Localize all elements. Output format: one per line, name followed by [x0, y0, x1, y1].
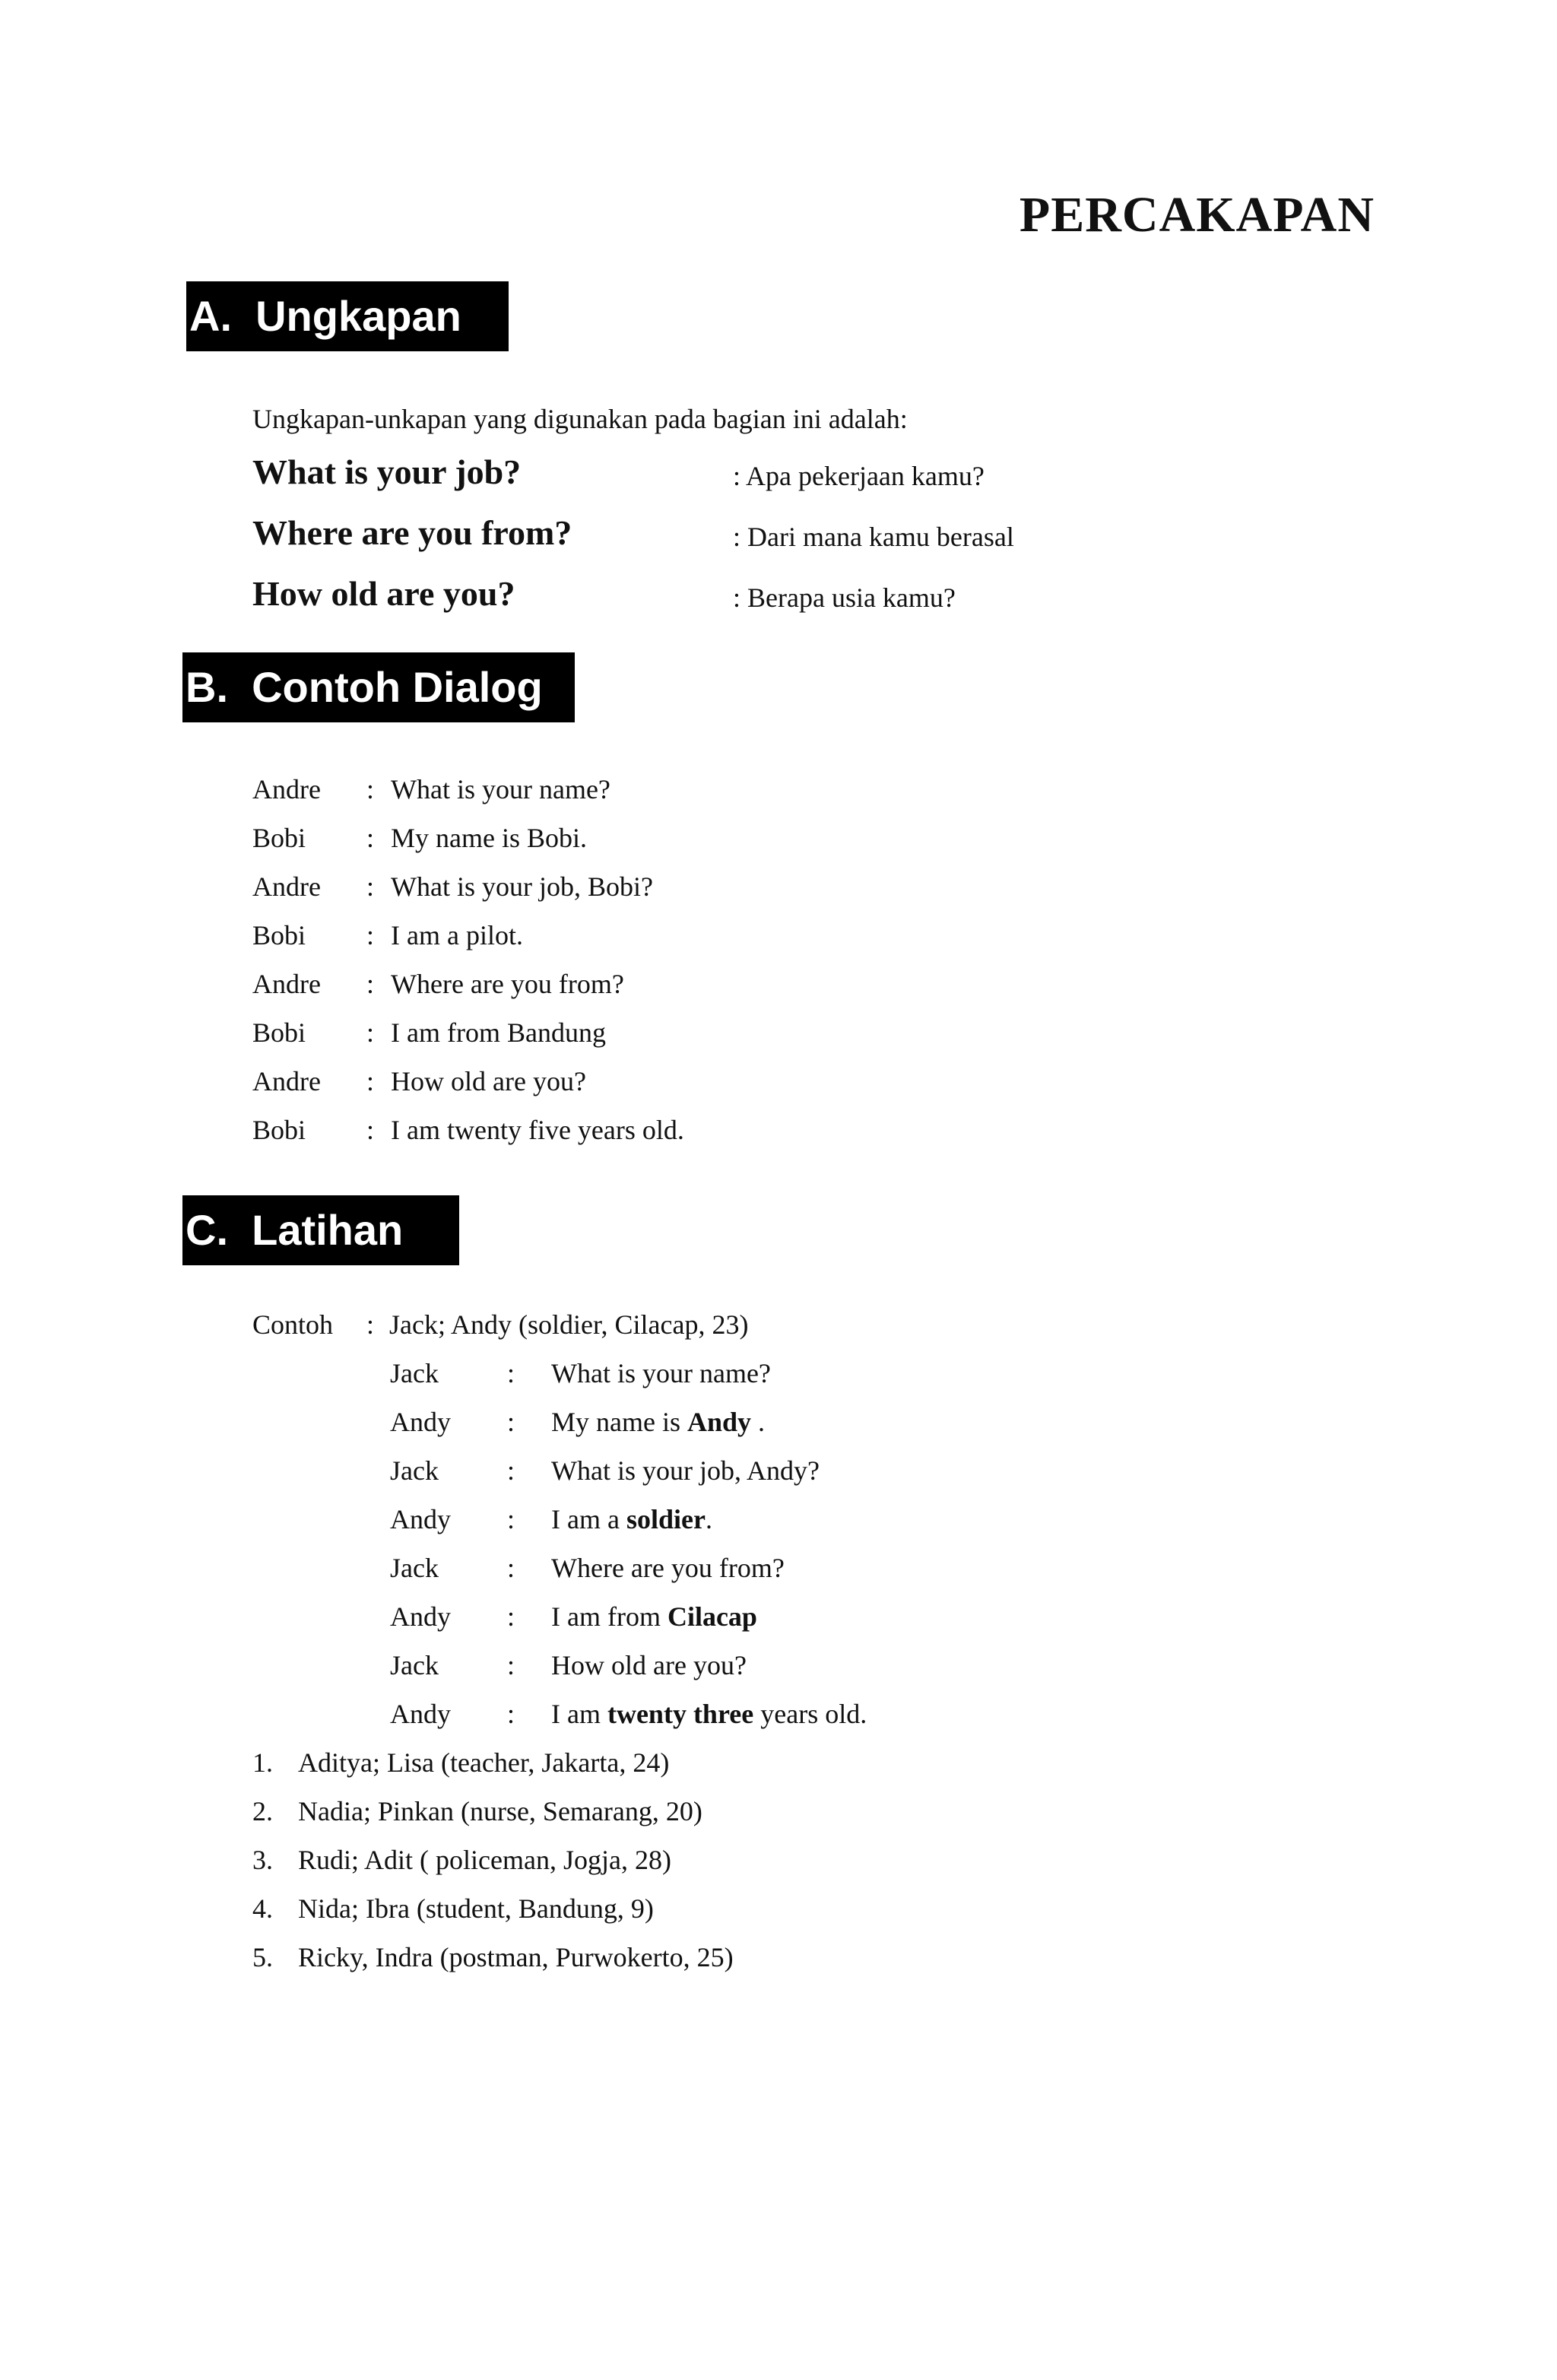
exercise-number: 2.	[252, 1796, 273, 1826]
dialog-speaker: Bobi	[252, 1017, 306, 1048]
exercise-text: Ricky, Indra (postman, Purwokerto, 25)	[298, 1942, 734, 1972]
expression-translation: : Apa pekerjaan kamu?	[733, 461, 985, 491]
text-post: years old.	[753, 1699, 867, 1729]
text-post: .	[705, 1504, 712, 1534]
dialog-colon: :	[366, 871, 375, 902]
dialog-colon: :	[507, 1553, 515, 1583]
example-colon: :	[366, 1309, 375, 1340]
dialog-colon: :	[507, 1650, 515, 1680]
dialog-text: What is your name?	[391, 774, 610, 804]
dialog-speaker: Jack	[390, 1650, 439, 1680]
dialog-text: How old are you?	[391, 1066, 586, 1096]
dialog-text: What is your job, Andy?	[551, 1455, 820, 1486]
text-bold: soldier	[626, 1504, 706, 1534]
dialog-text: What is your name?	[551, 1358, 771, 1388]
dialog-colon: :	[507, 1358, 515, 1388]
dialog-colon: :	[507, 1504, 515, 1534]
expression-translation: : Berapa usia kamu?	[733, 582, 956, 613]
exercise-number: 4.	[252, 1893, 273, 1924]
dialog-speaker: Jack	[390, 1358, 439, 1388]
text-bold: Cilacap	[667, 1601, 757, 1632]
dialog-colon: :	[366, 1017, 375, 1048]
dialog-text	[551, 1594, 757, 1639]
dialog-text	[551, 1496, 712, 1542]
exercise-text: Rudi; Adit ( policeman, Jogja, 28)	[298, 1845, 671, 1875]
section-c-header: C. Latihan	[182, 1195, 459, 1265]
dialog-colon: :	[366, 774, 375, 804]
dialog-speaker: Andy	[390, 1699, 451, 1729]
dialog-speaker: Andre	[252, 871, 321, 902]
dialog-text	[551, 1399, 765, 1445]
exercise-text: Nida; Ibra (student, Bandung, 9)	[298, 1893, 654, 1924]
dialog-speaker: Bobi	[252, 823, 306, 853]
exercise-number: 5.	[252, 1942, 273, 1972]
dialog-text: I am twenty five years old.	[391, 1115, 684, 1145]
text-post: .	[751, 1407, 766, 1437]
dialog-text: Where are you from?	[391, 969, 624, 999]
dialog-speaker: Jack	[390, 1553, 439, 1583]
dialog-speaker: Andy	[390, 1504, 451, 1534]
page-title: PERCAKAPAN	[1019, 187, 1375, 243]
dialog-text: Where are you from?	[551, 1553, 785, 1583]
dialog-speaker: Andre	[252, 969, 321, 999]
dialog-speaker: Andre	[252, 1066, 321, 1096]
dialog-text: What is your job, Bobi?	[391, 871, 653, 902]
dialog-colon: :	[507, 1699, 515, 1729]
dialog-colon: :	[366, 1066, 375, 1096]
expression-translation: : Dari mana kamu berasal	[733, 522, 1014, 552]
dialog-text: I am a pilot.	[391, 920, 523, 950]
text-bold: twenty three	[607, 1699, 754, 1729]
exercise-text: Nadia; Pinkan (nurse, Semarang, 20)	[298, 1796, 702, 1826]
dialog-colon: :	[507, 1407, 515, 1437]
dialog-colon: :	[366, 920, 375, 950]
dialog-colon: :	[507, 1601, 515, 1632]
expression-english: What is your job?	[252, 452, 522, 491]
text-pre: I am	[551, 1699, 607, 1729]
section-b-header: B. Contoh Dialog	[182, 652, 575, 722]
dialog-colon: :	[366, 823, 375, 853]
dialog-speaker: Bobi	[252, 1115, 306, 1145]
text-bold: Andy	[687, 1407, 752, 1437]
dialog-text: My name is Bobi.	[391, 823, 587, 853]
text-pre: My name is	[551, 1407, 687, 1437]
exercise-number: 1.	[252, 1747, 273, 1778]
section-a-header: A. Ungkapan	[186, 281, 509, 351]
dialog-text	[551, 1691, 867, 1737]
dialog-colon: :	[366, 969, 375, 999]
dialog-speaker: Jack	[390, 1455, 439, 1486]
dialog-speaker: Andy	[390, 1407, 451, 1437]
example-label: Contoh	[252, 1309, 334, 1340]
section-a-intro: Ungkapan-unkapan yang digunakan pada bagian ini adalah:	[252, 404, 908, 434]
dialog-speaker: Bobi	[252, 920, 306, 950]
dialog-text: I am from Bandung	[391, 1017, 606, 1048]
dialog-speaker: Andy	[390, 1601, 451, 1632]
dialog-colon: :	[366, 1115, 375, 1145]
expression-english: How old are you?	[252, 574, 515, 613]
dialog-text: How old are you?	[551, 1650, 747, 1680]
exercise-number: 3.	[252, 1845, 273, 1875]
expression-english: Where are you from?	[252, 513, 572, 552]
dialog-colon: :	[507, 1455, 515, 1486]
dialog-speaker: Andre	[252, 774, 321, 804]
text-pre: I am from	[551, 1601, 668, 1632]
example-text: Jack; Andy (soldier, Cilacap, 23)	[389, 1309, 749, 1340]
exercise-text: Aditya; Lisa (teacher, Jakarta, 24)	[298, 1747, 670, 1778]
text-pre: I am a	[551, 1504, 626, 1534]
